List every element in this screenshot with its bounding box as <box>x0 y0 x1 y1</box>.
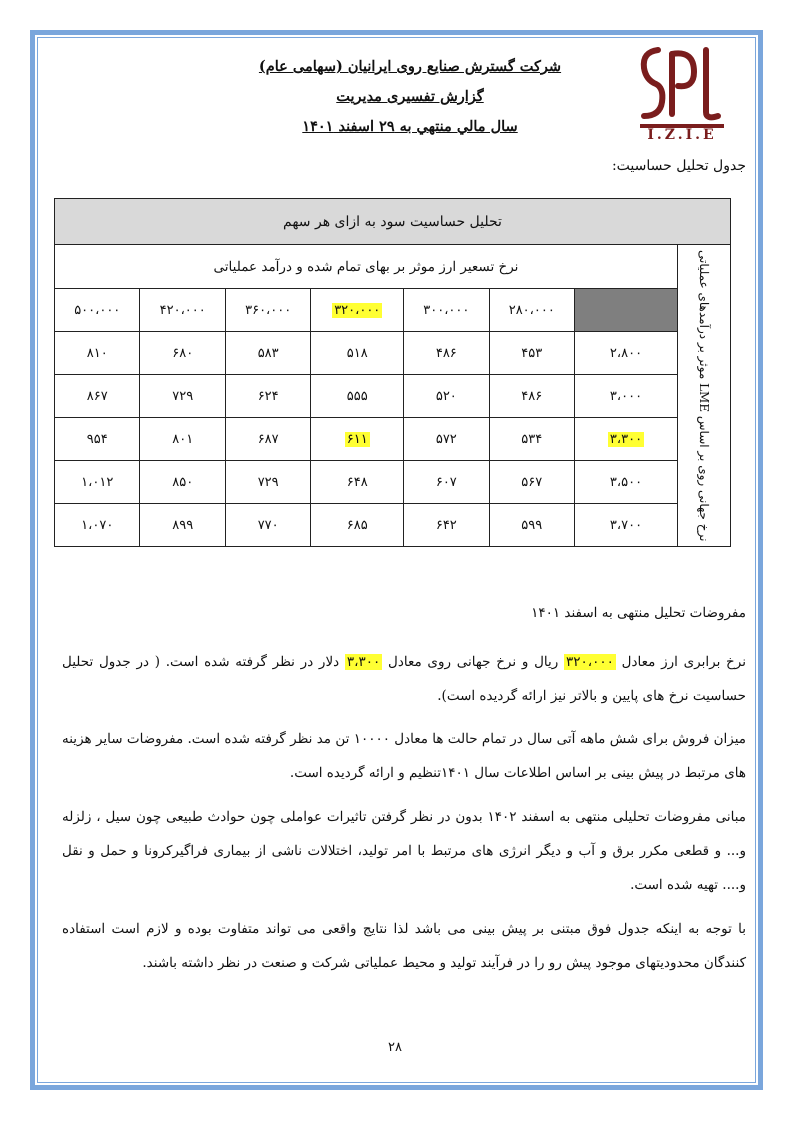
table-cell: ۷۲۹ <box>140 375 225 418</box>
table-cell: ۸۱۰ <box>55 332 140 375</box>
report-title: گزارش تفسیری مدیریت <box>336 88 484 105</box>
table-cell: ۶۸۵ <box>311 504 404 547</box>
row-label: ۲،۸۰۰ <box>575 332 678 375</box>
table-cell: ۶۸۷ <box>225 418 310 461</box>
table-cell: ۹۵۴ <box>55 418 140 461</box>
table-cell: ۴۸۶ <box>404 332 489 375</box>
row-label: ۳،۷۰۰ <box>575 504 678 547</box>
column-header: ۲۸۰،۰۰۰ <box>489 289 574 332</box>
table-cell: ۵۵۵ <box>311 375 404 418</box>
row-label: ۳،۵۰۰ <box>575 461 678 504</box>
column-group-label: نرخ تسعیر ارز موثر بر بهای تمام شده و درآمد عملیاتی <box>55 245 678 289</box>
table-subheader-row <box>55 245 731 289</box>
table-row <box>55 504 731 547</box>
table-cell: ۶۰۷ <box>404 461 489 504</box>
fiscal-period: سال مالي منتهي به ۲۹ اسفند ۱۴۰۱ <box>302 118 518 135</box>
table-cell: ۵۱۸ <box>311 332 404 375</box>
column-header: ۵۰۰،۰۰۰ <box>55 289 140 332</box>
table-cell: ۴۵۳ <box>489 332 574 375</box>
column-header <box>311 289 404 332</box>
table-cell: ۷۲۹ <box>225 461 310 504</box>
table-title-row <box>55 199 731 245</box>
highlighted-rate: ۳۲۰،۰۰۰ <box>566 654 614 670</box>
table-cell: ۴۸۶ <box>489 375 574 418</box>
row-label: ۳،۰۰۰ <box>575 375 678 418</box>
table-cell: ۵۹۹ <box>489 504 574 547</box>
table-cell: ۵۶۷ <box>489 461 574 504</box>
table-cell: ۵۷۲ <box>404 418 489 461</box>
table-cell: ۱،۰۷۰ <box>55 504 140 547</box>
table-cell: ۸۵۰ <box>140 461 225 504</box>
assumption-paragraph-3: مبانی مفروضات تحلیلی منتهی به اسفند ۱۴۰۲ بدون در نظر گرفتن تاثیرات عواملی چون حوادث طبیعی چون سیل ، زلزله و... و قطعی مکرر برق و آب و دیگر انرژی های مرتبط با امر تولید، اختلالات ناشی از بیماری فراگیرکرونا و حمل و نقل و.... تهیه شده است. <box>62 809 747 893</box>
row-label <box>575 418 678 461</box>
table-cell: ۸۶۷ <box>55 375 140 418</box>
table-cell: ۶۲۴ <box>225 375 310 418</box>
table-title: تحلیل حساسیت سود به ازای هر سهم <box>55 199 731 245</box>
row-group-label: نرخ جهانی روی بر اساس LME موثر بر درآمدهای عملیاتی <box>697 249 711 542</box>
table-cell: ۷۷۰ <box>225 504 310 547</box>
table-cell <box>311 418 404 461</box>
column-header: ۳۶۰،۰۰۰ <box>225 289 310 332</box>
assumptions-heading: مفروضات تحلیل منتهی به اسفند ۱۴۰۱ <box>531 605 746 621</box>
assumption-paragraph-4: با توجه به اینکه جدول فوق مبتنی بر پیش بینی می باشد لذا نتایج واقعی می تواند متفاوت بوده و لازم است استفاده کنندگان محدودیتهای موجود پیش رو را در فرآیند تولید و محیط عملیاتی شرکت و صنعت در نظر داشته باشند. <box>62 921 746 971</box>
table-cell: ۶۸۰ <box>140 332 225 375</box>
corner-cell <box>575 289 678 332</box>
logo-text: I.Z.I.E <box>647 127 717 143</box>
table-row <box>55 375 731 418</box>
table-cell: ۵۲۰ <box>404 375 489 418</box>
table-cell: ۶۴۸ <box>311 461 404 504</box>
table-cell: ۱،۰۱۲ <box>55 461 140 504</box>
highlighted-rate: ۳۲۰،۰۰۰ <box>334 302 381 318</box>
assumption-paragraph-1: نرخ برابری ارز معادل ۳۲۰،۰۰۰ ریال و نرخ جهانی روی معادل ۳،۳۰۰ دلار در نظر گرفته شده است. ( در جدول تحلیل حساسیت نرخ های پایین و بالاتر نیز ارائه گردیده است). <box>62 654 746 704</box>
table-caption: جدول تحلیل حساسیت: <box>611 158 746 174</box>
column-header: ۳۰۰،۰۰۰ <box>404 289 489 332</box>
column-header-row <box>55 289 731 332</box>
company-name: شرکت گسترش صنایع روی ایرانیان (سهامی عام) <box>258 58 562 75</box>
table-cell: ۵۸۳ <box>225 332 310 375</box>
highlighted-value: ۶۱۱ <box>346 431 368 447</box>
highlighted-price: ۳،۳۰۰ <box>346 654 381 670</box>
page-number: ۲۸ <box>388 1040 402 1055</box>
table-row <box>55 332 731 375</box>
table-cell: ۸۹۹ <box>140 504 225 547</box>
column-header: ۴۲۰،۰۰۰ <box>140 289 225 332</box>
highlighted-price: ۳،۳۰۰ <box>609 431 643 447</box>
table-cell: ۸۰۱ <box>140 418 225 461</box>
assumption-paragraph-2: میزان فروش برای شش ماهه آتی سال در تمام حالت ها معادل ۱۰۰۰۰ تن مد نظر گرفته شده است. مفروضات سایر هزینه های مرتبط در پیش بینی بر اساس اطلاعات سال ۱۴۰۱تنظیم و ارائه گردیده است. <box>62 731 747 781</box>
table-cell: ۶۴۲ <box>404 504 489 547</box>
table-cell: ۵۳۴ <box>489 418 574 461</box>
table-row <box>55 461 731 504</box>
row-group-label-cell <box>678 245 731 547</box>
sensitivity-table <box>54 198 731 547</box>
table-row <box>55 418 731 461</box>
report-header <box>240 52 580 142</box>
